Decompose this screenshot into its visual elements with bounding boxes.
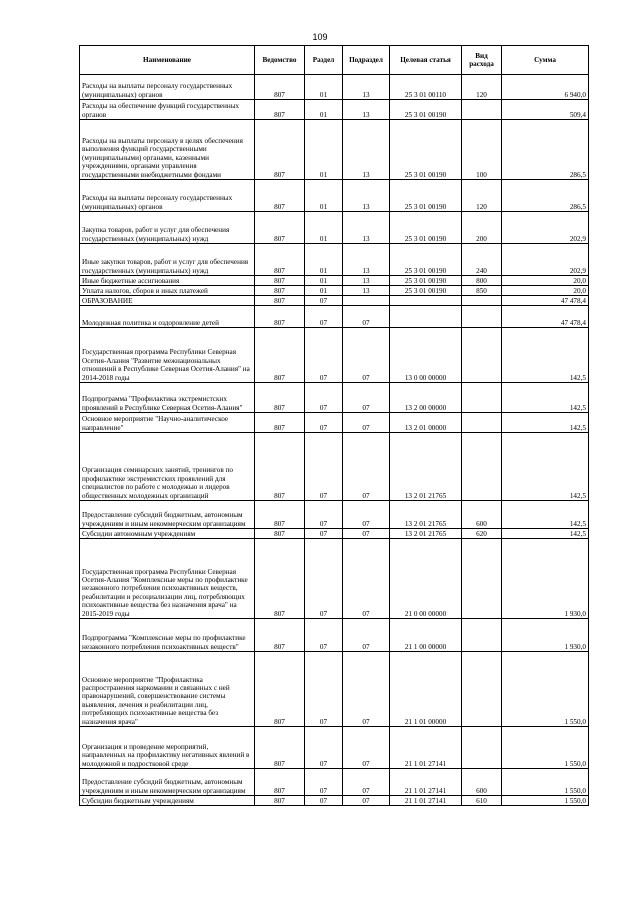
table-row: [80, 383, 589, 413]
row-name: Иные закупки товаров, работ и услуг для обеспечения государственных (муниципальных) нужд: [80, 244, 255, 276]
row-target: 21 1 01 27141: [390, 796, 462, 806]
row-expense-type: [462, 539, 502, 619]
row-target: 13 2 01 21765: [390, 501, 462, 529]
row-department: 807: [255, 413, 305, 433]
row-subsection: 13: [343, 120, 390, 180]
row-department: 807: [255, 296, 305, 306]
row-target: 25 3 01 00190: [390, 120, 462, 180]
row-subsection: 07: [343, 652, 390, 727]
row-amount: 1 550,0: [502, 727, 589, 769]
row-subsection: 13: [343, 276, 390, 286]
row-amount: 202,9: [502, 244, 589, 276]
row-subsection: 07: [343, 328, 390, 383]
row-expense-type: 100: [462, 120, 502, 180]
row-subsection: 13: [343, 100, 390, 120]
row-target: 13 2 01 00000: [390, 413, 462, 433]
row-department: 807: [255, 769, 305, 796]
row-amount: 286,5: [502, 120, 589, 180]
row-department: 807: [255, 652, 305, 727]
row-subsection: 07: [343, 539, 390, 619]
row-subsection: 13: [343, 180, 390, 212]
row-section: 07: [305, 433, 343, 501]
row-expense-type: [462, 727, 502, 769]
row-amount: 1 930,0: [502, 619, 589, 652]
row-amount: 142,5: [502, 413, 589, 433]
table-row: [80, 244, 589, 276]
table-row: [80, 328, 589, 383]
row-amount: 286,5: [502, 180, 589, 212]
header-target: Целевая статья: [390, 46, 462, 75]
row-name: Предоставление субсидий бюджетным, автономным учреждениям и иным некоммерческим организациям: [80, 769, 255, 796]
row-expense-type: [462, 306, 502, 328]
row-department: 807: [255, 796, 305, 806]
budget-table: [79, 45, 589, 806]
table-row: [80, 539, 589, 619]
table-row: [80, 75, 589, 100]
row-section: 07: [305, 727, 343, 769]
row-subsection: 07: [343, 501, 390, 529]
row-name: Уплата налогов, сборов и иных платежей: [80, 286, 255, 296]
row-name: Основное мероприятие "Профилактика распространения наркомании и связанных с ней правонарушений, совершенствование системы выявления, лечения и реабилитации лиц, потребляющих психоактивные вещества без назначения врача": [80, 652, 255, 727]
row-section: 07: [305, 619, 343, 652]
table-row: [80, 433, 589, 501]
table-row: [80, 276, 589, 286]
header-section: Раздел: [305, 46, 343, 75]
header-expense-type: Вид расхода: [462, 46, 502, 75]
row-target: 13 0 00 00000: [390, 328, 462, 383]
row-amount: 1 550,0: [502, 769, 589, 796]
row-target: 21 1 00 00000: [390, 619, 462, 652]
row-section: 07: [305, 652, 343, 727]
row-section: 01: [305, 180, 343, 212]
row-target: 25 3 01 00190: [390, 180, 462, 212]
row-amount: 1 550,0: [502, 796, 589, 806]
row-department: 807: [255, 180, 305, 212]
table-row: [80, 413, 589, 433]
row-subsection: 07: [343, 769, 390, 796]
row-department: 807: [255, 286, 305, 296]
row-amount: 142,5: [502, 328, 589, 383]
row-amount: 47 478,4: [502, 296, 589, 306]
row-section: 07: [305, 529, 343, 539]
row-department: 807: [255, 120, 305, 180]
row-name: Государственная программа Республики Северная Осетия-Алания "Комплексные меры по профилактике незаконного потребления психоактивных веществ, реабилитации и ресоциализации лиц, потребляющих психоактивные вещества без назначения врача" на 2015-2019 годы: [80, 539, 255, 619]
row-subsection: 07: [343, 413, 390, 433]
row-name: Расходы на выплаты персоналу государственных (муниципальных) органов: [80, 180, 255, 212]
table-row: [80, 619, 589, 652]
row-subsection: 07: [343, 306, 390, 328]
row-amount: 202,9: [502, 212, 589, 244]
row-amount: 142,5: [502, 433, 589, 501]
row-expense-type: 800: [462, 276, 502, 286]
row-name: Молодежная политика и оздоровление детей: [80, 306, 255, 328]
row-subsection: [343, 296, 390, 306]
row-department: 807: [255, 501, 305, 529]
row-expense-type: 120: [462, 180, 502, 212]
row-section: 01: [305, 212, 343, 244]
row-subsection: 07: [343, 529, 390, 539]
row-subsection: 07: [343, 619, 390, 652]
row-amount: 142,5: [502, 529, 589, 539]
row-section: 01: [305, 120, 343, 180]
row-amount: 6 940,0: [502, 75, 589, 100]
page-number: 109: [312, 32, 328, 42]
row-subsection: 13: [343, 244, 390, 276]
row-target: 25 3 01 00190: [390, 244, 462, 276]
table-row: [80, 120, 589, 180]
row-name: Организация и проведение мероприятий, направленных на профилактику негативных явлений в молодежной и подростковой среде: [80, 727, 255, 769]
row-expense-type: [462, 328, 502, 383]
row-expense-type: [462, 100, 502, 120]
table-row: [80, 286, 589, 296]
row-section: 07: [305, 306, 343, 328]
table-row: [80, 306, 589, 328]
row-subsection: 07: [343, 796, 390, 806]
table-header-row: [80, 46, 589, 75]
table-row: [80, 501, 589, 529]
table-row: [80, 212, 589, 244]
row-amount: 1 930,0: [502, 539, 589, 619]
row-target: 21 1 01 00000: [390, 652, 462, 727]
table-row: [80, 180, 589, 212]
row-department: 807: [255, 244, 305, 276]
row-target: 25 3 01 00190: [390, 100, 462, 120]
row-name: Предоставление субсидий бюджетным, автономным учреждениям и иным некоммерческим организациям: [80, 501, 255, 529]
row-section: 07: [305, 539, 343, 619]
row-expense-type: 120: [462, 75, 502, 100]
table-row: [80, 296, 589, 306]
row-department: 807: [255, 212, 305, 244]
row-section: 07: [305, 413, 343, 433]
table-row: [80, 652, 589, 727]
row-expense-type: 600: [462, 501, 502, 529]
row-name: ОБРАЗОВАНИЕ: [80, 296, 255, 306]
row-target: 21 0 00 00000: [390, 539, 462, 619]
row-target: 25 3 01 00190: [390, 286, 462, 296]
row-section: 07: [305, 383, 343, 413]
row-department: 807: [255, 619, 305, 652]
row-department: 807: [255, 539, 305, 619]
row-department: 807: [255, 383, 305, 413]
row-section: 01: [305, 100, 343, 120]
row-expense-type: 200: [462, 212, 502, 244]
row-name: Иные бюджетные ассигнования: [80, 276, 255, 286]
row-name: Государственная программа Республики Северная Осетия-Алания "Развитие межнациональных отношений в Республике Северная Осетия-Алания" на 2014-2018 годы: [80, 328, 255, 383]
row-section: 01: [305, 75, 343, 100]
row-expense-type: 240: [462, 244, 502, 276]
row-expense-type: [462, 652, 502, 727]
row-name: Подпрограмма "Профилактика экстремистских проявлений в Республике Северная Осетия-Алания": [80, 383, 255, 413]
row-subsection: 07: [343, 383, 390, 413]
row-section: 07: [305, 328, 343, 383]
row-amount: 142,5: [502, 501, 589, 529]
row-subsection: 07: [343, 433, 390, 501]
row-section: 07: [305, 296, 343, 306]
row-department: 807: [255, 75, 305, 100]
row-section: 07: [305, 796, 343, 806]
row-name: Субсидии автономным учреждениям: [80, 529, 255, 539]
row-amount: 47 478,4: [502, 306, 589, 328]
row-name: Организация семинарских занятий, тренингов по профилактике экстремистских проявлений для специалистов по работе с молодежью и лидеров общественных молодежных организаций: [80, 433, 255, 501]
table-row: [80, 529, 589, 539]
row-subsection: 13: [343, 75, 390, 100]
row-name: Субсидии бюджетным учреждениям: [80, 796, 255, 806]
row-amount: 142,5: [502, 383, 589, 413]
row-target: 21 1 01 27141: [390, 769, 462, 796]
row-section: 07: [305, 769, 343, 796]
row-department: 807: [255, 100, 305, 120]
row-expense-type: [462, 413, 502, 433]
row-department: 807: [255, 727, 305, 769]
row-expense-type: 600: [462, 769, 502, 796]
row-subsection: 13: [343, 212, 390, 244]
row-department: 807: [255, 529, 305, 539]
row-department: 807: [255, 328, 305, 383]
table-row: [80, 100, 589, 120]
row-expense-type: [462, 433, 502, 501]
row-section: 07: [305, 501, 343, 529]
row-expense-type: [462, 383, 502, 413]
row-amount: 20,0: [502, 286, 589, 296]
row-amount: 1 550,0: [502, 652, 589, 727]
header-subsection: Подраздел: [343, 46, 390, 75]
row-section: 01: [305, 244, 343, 276]
row-name: Расходы на выплаты персоналу в целях обеспечения выполнения функций государственными (муниципальными) органами, казенными учреждениями, органами управления государственными внебюджетными фондами: [80, 120, 255, 180]
row-expense-type: 610: [462, 796, 502, 806]
row-target: [390, 296, 462, 306]
row-amount: 509,4: [502, 100, 589, 120]
header-department: Ведомство: [255, 46, 305, 75]
row-department: 807: [255, 433, 305, 501]
row-name: Основное мероприятие "Научно-аналитическое направление": [80, 413, 255, 433]
row-department: 807: [255, 306, 305, 328]
table-row: [80, 796, 589, 806]
row-expense-type: 620: [462, 529, 502, 539]
row-target: [390, 306, 462, 328]
row-target: 13 2 01 21765: [390, 529, 462, 539]
row-name: Расходы на выплаты персоналу государственных (муниципальных) органов: [80, 75, 255, 100]
row-subsection: 07: [343, 727, 390, 769]
header-amount: Сумма: [502, 46, 589, 75]
row-name: Закупка товаров, работ и услуг для обеспечения государственных (муниципальных) нужд: [80, 212, 255, 244]
row-target: 25 3 01 00110: [390, 75, 462, 100]
row-expense-type: [462, 296, 502, 306]
row-target: 13 2 01 21765: [390, 433, 462, 501]
row-name: Подпрограмма "Комплексные меры по профилактике незаконного потребления психоактивных веществ": [80, 619, 255, 652]
header-name: Наименование: [80, 46, 255, 75]
table-row: [80, 727, 589, 769]
row-section: 01: [305, 276, 343, 286]
row-expense-type: 850: [462, 286, 502, 296]
row-section: 01: [305, 286, 343, 296]
row-expense-type: [462, 619, 502, 652]
row-subsection: 13: [343, 286, 390, 296]
row-department: 807: [255, 276, 305, 286]
row-target: 25 3 01 00190: [390, 212, 462, 244]
row-target: 21 1 01 27141: [390, 727, 462, 769]
row-amount: 20,0: [502, 276, 589, 286]
row-target: 25 3 01 00190: [390, 276, 462, 286]
table-row: [80, 769, 589, 796]
row-target: 13 2 00 00000: [390, 383, 462, 413]
row-name: Расходы на обеспечение функций государственных органов: [80, 100, 255, 120]
